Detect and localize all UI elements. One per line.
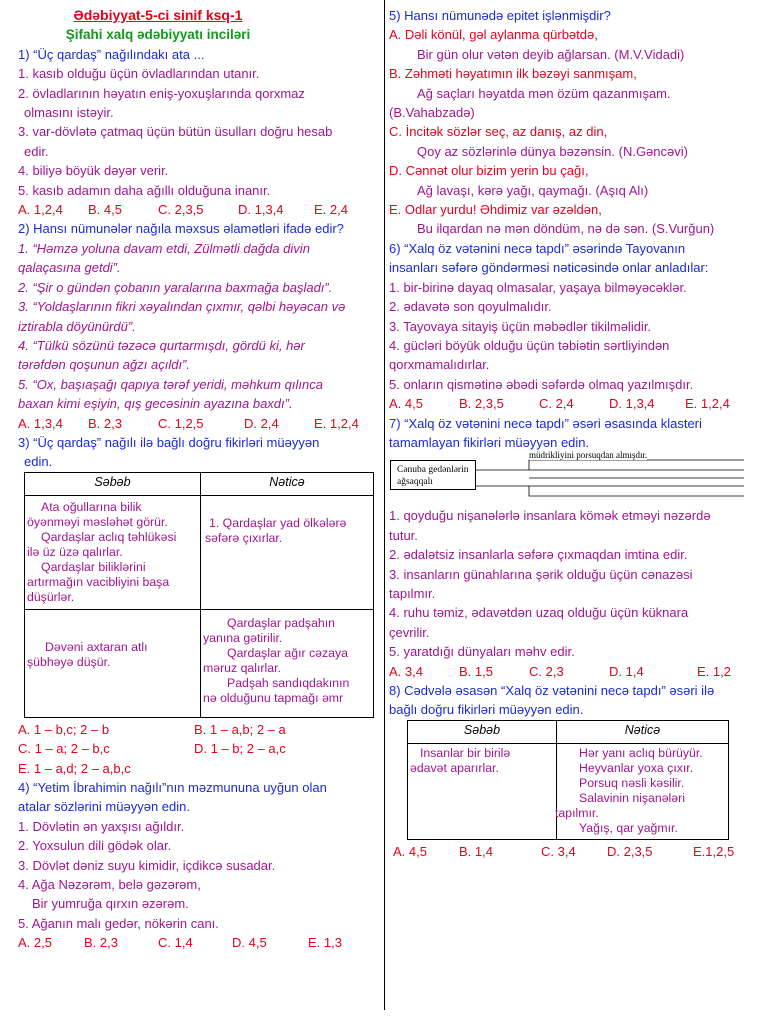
q8-answer-a[interactable]: A. 4,5 xyxy=(393,843,427,859)
q6-answers xyxy=(389,394,753,413)
q4-option: 1. Dövlətin ən yaxşısı ağıldır. xyxy=(18,818,185,834)
q6-option: 1. bir-birinə dayaq olmasalar, yaşaya bilməyəcəklər. xyxy=(389,279,687,295)
page-subtitle: Şifahi xalq ədəbiyyatı inciləri xyxy=(65,27,251,43)
q2-answers xyxy=(18,414,378,433)
q2-option: baxan kimi eşiyin, qış gecəsinin ayazına baxdı”. xyxy=(18,396,293,412)
q5-option-b-author: (B.Vahabzadə) xyxy=(389,105,475,121)
q3-cell-cause-1: Ata oğullarına bilik öyənməyi məsləhət görür. Qardaşlar aclıq təhlükəsi ilə üz üzə qalırlar. Qardaşlar biliklərini artırmağın vacibliyini başa düşürlər. xyxy=(25,495,201,609)
q1-answer-d[interactable]: D. 1,3,4 xyxy=(238,202,284,218)
question-7-text-cont: tamamlayan fikirləri müəyyən edin. xyxy=(389,434,590,450)
q4-answer-c[interactable]: C. 1,4 xyxy=(158,935,193,951)
q4-option-cont: Bir yumruğa qırxın əzərəm. xyxy=(32,896,189,912)
q3-answer-b[interactable]: B. 1 – a,b; 2 – a xyxy=(194,721,286,737)
q5-option-c[interactable]: C. İncitək sözlər seç, az danış, az din, xyxy=(389,124,608,140)
q2-option: qalaçasına getdi”. xyxy=(18,260,121,276)
q7-option: 2. ədalətsiz insanlarla səfərə çıxmaqdan imtina edir. xyxy=(389,547,688,563)
q6-answer-c[interactable]: C. 2,4 xyxy=(539,396,574,412)
q7-option: 4. ruhu təmiz, ədavətdən uzaq olduğu üçün küknara xyxy=(389,605,689,621)
q2-answer-d[interactable]: D. 2,4 xyxy=(244,415,279,431)
question-5 xyxy=(389,6,753,239)
q8-header-cause: Səbəb xyxy=(408,720,557,743)
question-2 xyxy=(18,219,378,432)
q8-answer-b[interactable]: B. 1,4 xyxy=(459,843,493,859)
question-4 xyxy=(18,778,378,953)
q1-option: olmasını istəyir. xyxy=(24,105,114,121)
q4-answers xyxy=(18,933,378,952)
q2-option: 5. “Ox, başıaşağı qapıya tərəf yeridi, məhkum qılınca xyxy=(18,376,323,392)
q7-cluster-diagram xyxy=(389,450,759,498)
question-4-text-cont: atalar sözlərini müəyyən edin. xyxy=(18,799,190,815)
q8-header-result: Nəticə xyxy=(557,720,729,743)
q2-option: tərəfdən qoşunun ağzı açıldı”. xyxy=(18,357,191,373)
q3-cell-result-2: Qardaşlar padşahın yanına gətirilir. Qardaşlar ağır cəzaya məruz qalırlar. Padşah sandıqdakının nə olduğunu tapmağı əmr xyxy=(201,609,374,717)
question-7-text: 7) “Xalq öz vətənini necə tapdı” əsəri əsasında klasteri xyxy=(389,415,702,431)
right-column xyxy=(389,6,753,861)
question-8-text-cont: bağlı doğru fikirləri müəyyən edin. xyxy=(389,702,584,718)
q4-option: 2. Yoxsulun dili gödək olar. xyxy=(18,838,172,854)
q4-option: 3. Dövlət dəniz suyu kimidir, içdikcə susadar. xyxy=(18,857,276,873)
q5-option-a[interactable]: A. Dəli könül, gəl aylanma qürbətdə, xyxy=(389,27,598,43)
q3-answer-c[interactable]: C. 1 – a; 2 – b,c xyxy=(18,741,110,757)
q8-table xyxy=(407,720,729,840)
q3-cell-cause-2: Dəvəni axtaran atlı şübhəyə düşür. xyxy=(25,609,201,717)
q2-answer-c[interactable]: C. 1,2,5 xyxy=(158,415,204,431)
q7-option: tapılmır. xyxy=(389,585,436,601)
q6-answer-b[interactable]: B. 2,3,5 xyxy=(459,396,504,412)
q5-option-d[interactable]: D. Cənnət olur bizim yerin bu çağı, xyxy=(389,163,589,179)
q6-answer-d[interactable]: D. 1,3,4 xyxy=(609,396,655,412)
q2-option: 1. “Həmzə yoluna davam etdi, Zülmətli dağda divin xyxy=(18,240,310,256)
q6-option: 2. ədavətə son qoyulmalıdır. xyxy=(389,299,552,315)
q3-cell-result-1: 1. Qardaşlar yad ölkələrə səfərə çıxırlar. xyxy=(201,495,374,609)
question-1 xyxy=(18,45,378,220)
q6-answer-a[interactable]: A. 4,5 xyxy=(389,396,423,412)
q3-table xyxy=(24,472,374,718)
column-divider xyxy=(384,0,385,1010)
q7-answer-a[interactable]: A. 3,4 xyxy=(389,663,423,679)
question-3-text-cont: edin. xyxy=(24,454,53,470)
q3-answer-a[interactable]: A. 1 – b,c; 2 – b xyxy=(18,721,110,737)
cluster-center-box: Cənuba gedənlərin ağsaqqalı xyxy=(390,460,476,490)
q3-header-cause: Səbəb xyxy=(25,472,201,495)
q8-answer-d[interactable]: D. 2,3,5 xyxy=(607,843,653,859)
question-7 xyxy=(389,414,753,681)
cluster-lines xyxy=(389,456,759,498)
page-title: Ədəbiyyat-5-ci sinif ksq-1 xyxy=(73,7,243,23)
q5-option-c-cont: Qoy az sözlərinlə dünya bəzənsin. (N.Gəncəvi) xyxy=(417,143,688,159)
q6-option: 4. gücləri böyük olduğu üçün təbiətin sərtliyindən xyxy=(389,337,670,353)
question-5-text: 5) Hansı nümunədə epitet işlənmişdir? xyxy=(389,8,611,23)
q5-option-b[interactable]: B. Zəhməti həyatımın ilk bəzəyi sanmışam, xyxy=(389,66,637,82)
q2-option: iztirabla döyünürdü”. xyxy=(18,318,136,334)
q2-answer-e[interactable]: E. 1,2,4 xyxy=(314,415,359,431)
q8-answer-e[interactable]: E.1,2,5 xyxy=(693,843,735,859)
q4-answer-d[interactable]: D. 4,5 xyxy=(232,935,267,951)
q3-answers-row-1 xyxy=(18,720,378,739)
q1-answers xyxy=(18,200,378,219)
q3-answer-d[interactable]: D. 1 – b; 2 – a,c xyxy=(194,741,286,757)
q8-answers xyxy=(389,842,753,861)
q4-answer-a[interactable]: A. 2,5 xyxy=(18,935,52,951)
question-6-text-cont: insanları səfərə göndərməsi nəticəsində onlar anladılar: xyxy=(389,260,709,276)
q7-answer-d[interactable]: D. 1,4 xyxy=(609,663,644,679)
question-6-text: 6) “Xalq öz vətənini necə tapdı” əsərində Tayovanın xyxy=(389,240,686,256)
q7-answer-c[interactable]: C. 2,3 xyxy=(529,663,564,679)
q7-option: 1. qoyduğu nişanələrlə insanlara kömək etməyi nəzərdə xyxy=(389,508,711,524)
q2-answer-a[interactable]: A. 1,3,4 xyxy=(18,415,63,431)
q1-answer-c[interactable]: C. 2,3,5 xyxy=(158,202,204,218)
q7-option: çevrilir. xyxy=(389,624,430,640)
q7-option: 5. yaratdığı dünyaları məhv edir. xyxy=(389,644,575,660)
q2-answer-b[interactable]: B. 2,3 xyxy=(88,415,122,431)
q1-answer-b[interactable]: B. 4,5 xyxy=(88,202,122,218)
q4-answer-e[interactable]: E. 1,3 xyxy=(308,935,342,951)
q5-option-b-cont: Ağ saçları həyatda mən özüm qazanmışam. xyxy=(417,85,671,101)
question-3 xyxy=(18,433,378,778)
q6-option: 3. Tayovaya sitayiş üçün məbədlər tikilməlidir. xyxy=(389,318,652,334)
cluster-line-label: müdrikliyini porsuqdan almışdır. xyxy=(529,450,648,461)
question-1-text: 1) “Üç qardaş” nağılındakı ata ... xyxy=(18,46,205,62)
q3-answers-row-2 xyxy=(18,739,378,758)
q1-option: 4. biliyə böyük dəyər verir. xyxy=(18,163,169,179)
q6-option: 5. onların qismətinə əbədi səfərdə olmaq yazılmışdır. xyxy=(389,376,694,392)
q2-option: 3. “Yoldaşlarının fikri xəyalından çıxmır, qəlbi həyəcan və xyxy=(18,299,346,315)
q3-answers-row-3 xyxy=(18,759,378,778)
q4-answer-b[interactable]: B. 2,3 xyxy=(84,935,118,951)
question-2-text: 2) Hansı nümunələr nağıla məxsus əlamətləri ifadə edir? xyxy=(18,221,344,237)
q6-answer-e[interactable]: E. 1,2,4 xyxy=(685,396,730,412)
q6-option: qorxmamalıdırlar. xyxy=(389,357,490,373)
q1-answer-e[interactable]: E. 2,4 xyxy=(314,202,348,218)
q1-option: 1. kasıb olduğu üçün övladlarından utanır. xyxy=(18,66,260,82)
q1-option: 2. övladlarının həyatın eniş-yoxuşlarında qorxmaz xyxy=(18,85,305,101)
q5-option-d-cont: Ağ lavaşı, kərə yağı, qaymağı. (Aşıq Alı) xyxy=(417,182,649,198)
q7-option: tutur. xyxy=(389,527,418,543)
q3-answer-e[interactable]: E. 1 – a,d; 2 – a,b,c xyxy=(18,760,131,776)
q1-option: 5. kasıb adamın daha ağıllı olduğuna inanır. xyxy=(18,182,271,198)
q8-cell-cause: Insanlar bir birilə ədavət aparırlar. xyxy=(408,743,557,839)
q7-option: 3. insanların günahlarına şərik olduğu üçün cənazəsi xyxy=(389,566,693,582)
q5-option-a-cont: Bir gün olur vətən deyib ağlarsan. (M.V.Vidadi) xyxy=(417,46,685,62)
question-4-text: 4) “Yetim İbrahimin nağılı”nın məzmununa uyğun olan xyxy=(18,779,327,795)
q2-option: 2. “Şir o gündən çobanın yaralarına baxmağa başladı”. xyxy=(18,279,333,295)
q5-option-e[interactable]: E. Odlar yurdu! Əhdimiz var əzəldən, xyxy=(389,202,602,218)
q1-option: 3. var-dövlətə çatmaq üçün bütün üsulları doğru hesab xyxy=(18,124,333,140)
q4-option: 5. Ağanın malı gedər, nökərin canı. xyxy=(18,915,219,931)
q2-option: 4. “Tülkü sözünü təzəcə qurtarmışdı, gördü ki, hər xyxy=(18,337,305,353)
q7-answers xyxy=(389,662,753,681)
q5-option-e-cont: Bu ilqardan nə mən döndüm, nə də sən. (S.Vurğun) xyxy=(417,221,715,237)
question-3-text: 3) “Üç qardaş” nağılı ilə bağlı doğru fikirləri müəyyən xyxy=(18,434,320,450)
left-column xyxy=(18,6,378,953)
q1-answer-a[interactable]: A. 1,2,4 xyxy=(18,202,63,218)
q1-option: edir. xyxy=(24,143,49,159)
q8-answer-c[interactable]: C. 3,4 xyxy=(541,843,576,859)
q7-answer-e[interactable]: E. 1,2 xyxy=(697,663,731,679)
q7-answer-b[interactable]: B. 1,5 xyxy=(459,663,493,679)
q8-cell-result: Hər yanı aclıq bürüyür. Heyvanlar yoxa çıxır. Porsuq nəsli kəsilir. Salavinin nişanələri tapılmır. Yağış, qar yağmır. xyxy=(557,743,729,839)
q3-header-result: Nəticə xyxy=(201,472,374,495)
question-6 xyxy=(389,239,753,414)
question-8-text: 8) Cədvələ əsasən “Xalq öz vətənini necə tapdı” əsəri ilə xyxy=(389,683,715,698)
question-8 xyxy=(389,681,753,861)
q4-option: 4. Ağa Nəzərəm, belə gəzərəm, xyxy=(18,877,201,892)
